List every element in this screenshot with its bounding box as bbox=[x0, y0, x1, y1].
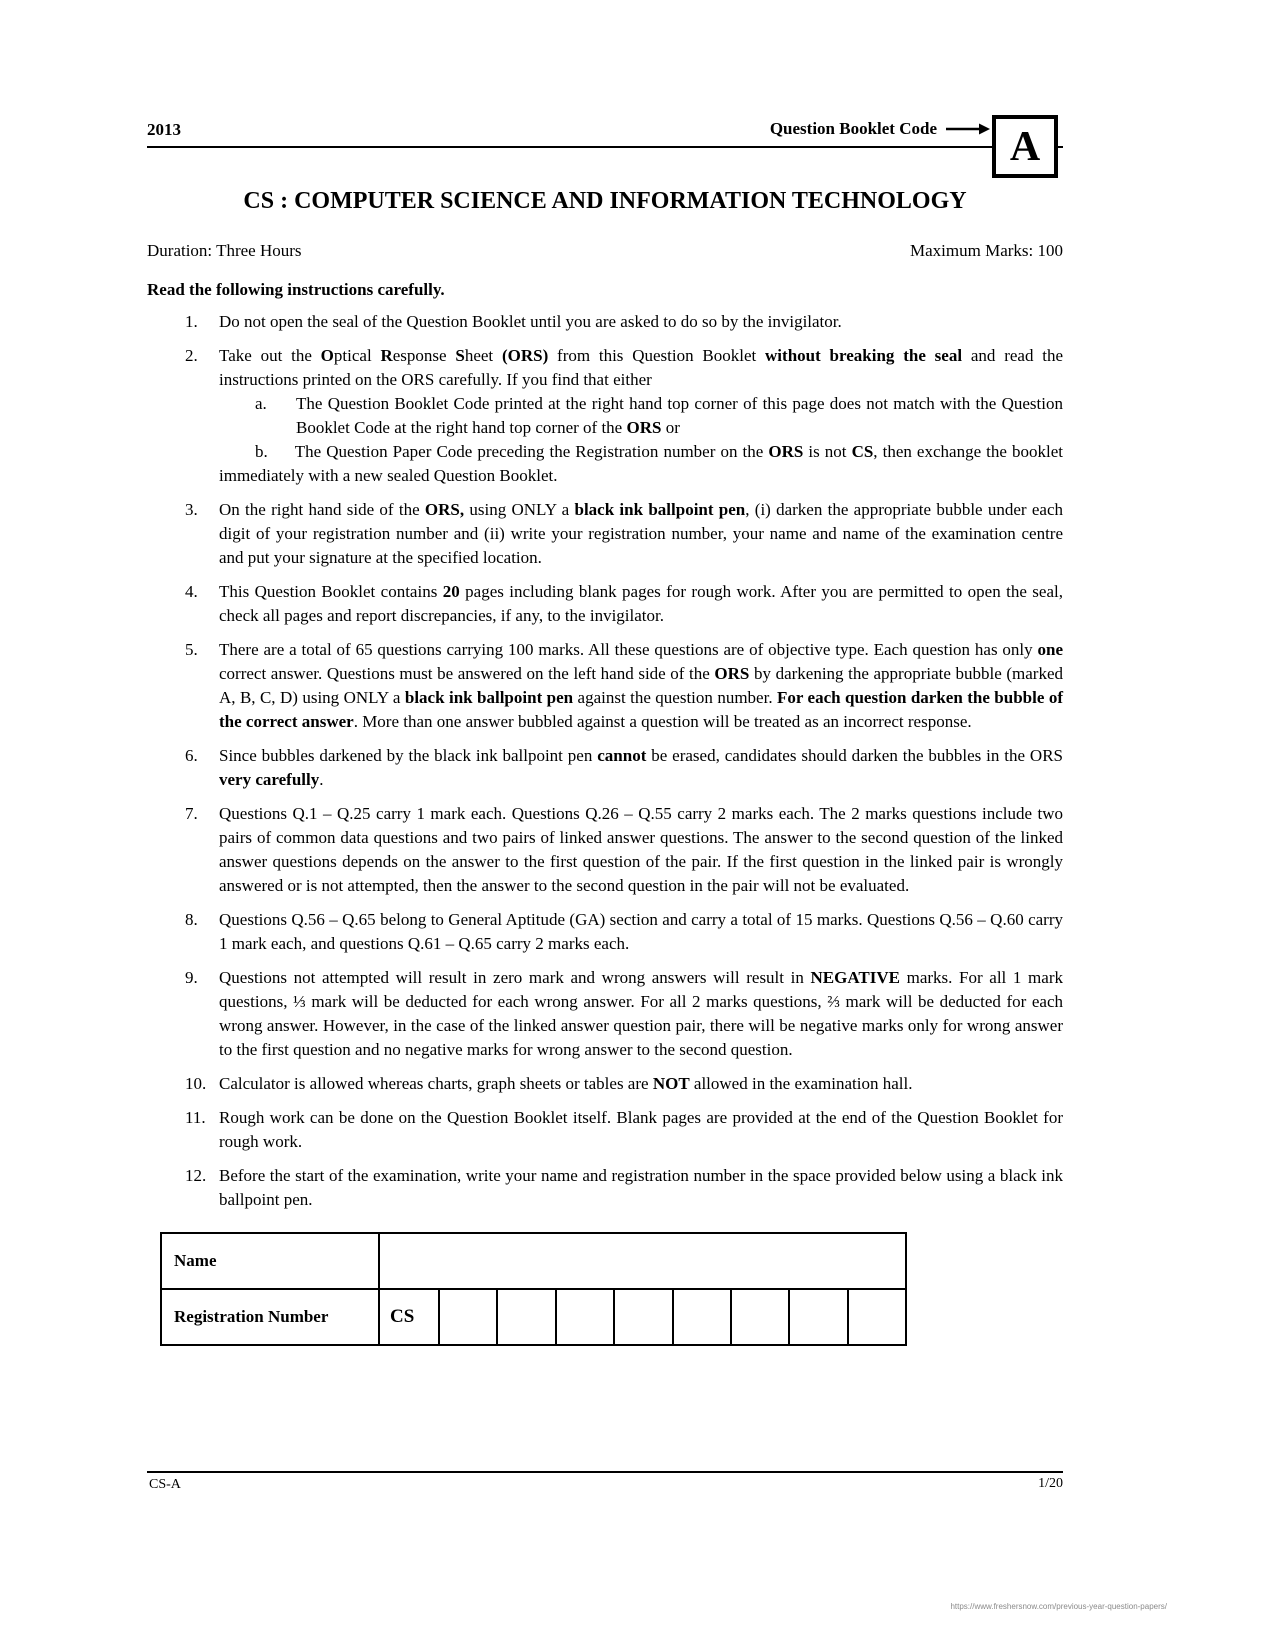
instruction-number: 4. bbox=[185, 582, 198, 601]
instruction-item bbox=[147, 744, 1063, 792]
year-label: 2013 bbox=[147, 120, 181, 139]
instruction-item bbox=[147, 966, 1063, 1062]
instructions-section bbox=[147, 310, 1063, 1346]
instruction-text: Calculator is allowed whereas charts, graph sheets or tables are NOT allowed in the examination hall. bbox=[219, 1074, 913, 1093]
instruction-item bbox=[147, 498, 1063, 570]
registration-digit-cell bbox=[789, 1289, 847, 1345]
instruction-text: On the right hand side of the ORS, using ONLY a black ink ballpoint pen, (i) darken the appropriate bubble under each digit of your registration number and (ii) write your registration number, your name and name of the examination centre and put your signature at the specified location. bbox=[219, 500, 1063, 567]
instruction-number: 12. bbox=[185, 1166, 207, 1185]
instruction-number: 3. bbox=[185, 500, 198, 519]
instruction-number: 6. bbox=[185, 746, 198, 765]
instruction-text: There are a total of 65 questions carrying 100 marks. All these questions are of objective type. Each question has only one correct answer. Questions must be answered on the left hand side of the ORS by darkening the appropriate bubble (marked A, B, C, D) using ONLY a black ink ballpoint pen against the question number. For each question darken the bubble of the correct answer. More than one answer bubbled against a question will be treated as an incorrect response. bbox=[219, 640, 1063, 731]
instruction-item bbox=[147, 908, 1063, 956]
instruction-item bbox=[147, 580, 1063, 628]
table-row-name bbox=[161, 1233, 906, 1289]
instruction-text: Take out the Optical Response Sheet (ORS) from this Question Booklet without breaking the seal and read the instructions printed on the ORS carefully. If you find that either a. The Question Booklet Code printed at the right hand top corner of this page does not match with the Question Booklet Code at the right hand top corner of the ORS or b. The Question Paper Code preceding the Registration number on the ORS is not CS, then exchange the booklet immediately with a new sealed Question Booklet. bbox=[219, 344, 1063, 488]
instruction-number: 9. bbox=[185, 968, 198, 987]
instruction-text: Questions not attempted will result in zero mark and wrong answers will result in NEGATIVE marks. For all 1 mark questions, ⅓ mark will be deducted for each wrong answer. For all 2 marks questions, ⅔ mark will be deducted for each wrong answer. However, in the case of the linked answer question pair, there will be negative marks only for wrong answer to the first question and no negative marks for wrong answer to the second question. bbox=[219, 968, 1063, 1059]
booklet-code-row bbox=[770, 119, 991, 139]
booklet-code-label: Question Booklet Code bbox=[769, 119, 937, 138]
instruction-text: Rough work can be done on the Question Booklet itself. Blank pages are provided at the end of the Question Booklet for rough work. bbox=[219, 1108, 1063, 1151]
instruction-number: 11. bbox=[185, 1108, 206, 1127]
instruction-sub-item: a. The Question Booklet Code printed at the right hand top corner of this page does not match with the Question Booklet Code at the right hand top corner of the ORS or bbox=[255, 394, 1063, 437]
candidate-info-table bbox=[160, 1232, 907, 1346]
registration-digit-cell bbox=[497, 1289, 555, 1345]
instruction-item bbox=[147, 638, 1063, 734]
registration-digit-cell bbox=[731, 1289, 789, 1345]
instruction-item bbox=[147, 1106, 1063, 1154]
name-input-cell bbox=[379, 1233, 906, 1289]
instruction-number: 1. bbox=[185, 312, 198, 331]
registration-label-cell: Registration Number bbox=[161, 1289, 379, 1345]
instructions-heading: Read the following instructions carefully. bbox=[147, 280, 445, 299]
instructions-list bbox=[147, 310, 1063, 1212]
instruction-text: Questions Q.1 – Q.25 carry 1 mark each. Questions Q.26 – Q.55 carry 2 marks each. The 2 marks questions include two pairs of common data questions and two pairs of linked answer questions. The answer to the second question of the linked answer questions depends on the answer to the first question of the pair. If the first question in the linked pair is wrongly answered or is not attempted, then the answer to the second question in the pair will not be evaluated. bbox=[219, 804, 1063, 895]
instruction-sub-item: b. The Question Paper Code preceding the Registration number on the ORS is not CS, then exchange the booklet immediately with a new sealed Question Booklet. bbox=[219, 442, 1063, 485]
arrow-right-icon bbox=[945, 123, 991, 135]
instruction-number: 8. bbox=[185, 910, 198, 929]
instruction-item bbox=[147, 1164, 1063, 1212]
instruction-number: 5. bbox=[185, 640, 198, 659]
footer-page-number: 1/20 bbox=[1038, 1476, 1063, 1491]
watermark-url: https://www.freshersnow.com/previous-year-question-papers/ bbox=[950, 1602, 1167, 1611]
instruction-number: 2. bbox=[185, 346, 198, 365]
page-title: CS : COMPUTER SCIENCE AND INFORMATION TECHNOLOGY bbox=[243, 188, 967, 214]
registration-digit-cell bbox=[614, 1289, 672, 1345]
meta-row bbox=[147, 241, 1063, 261]
table-row-registration bbox=[161, 1289, 906, 1345]
instruction-text: Before the start of the examination, write your name and registration number in the space provided below using a black ink ballpoint pen. bbox=[219, 1166, 1063, 1209]
registration-digit-cell bbox=[556, 1289, 614, 1345]
sub-item-label: a. bbox=[255, 394, 267, 413]
instruction-item bbox=[147, 310, 1063, 334]
registration-digit-cell bbox=[848, 1289, 906, 1345]
duration-label: Duration: Three Hours bbox=[147, 241, 302, 260]
footer-page-code: CS-A bbox=[149, 1477, 181, 1492]
instruction-item bbox=[147, 344, 1063, 488]
instruction-item bbox=[147, 802, 1063, 898]
footer-divider bbox=[147, 1471, 1063, 1473]
instruction-number: 10. bbox=[185, 1074, 207, 1093]
registration-prefix-cell: CS bbox=[379, 1289, 439, 1345]
max-marks-label: Maximum Marks: 100 bbox=[910, 241, 1063, 260]
instruction-text: Since bubbles darkened by the black ink ballpoint pen cannot be erased, candidates should darken the bubbles in the ORS very carefully. bbox=[219, 746, 1063, 789]
booklet-code-box bbox=[992, 115, 1058, 178]
instruction-item bbox=[147, 1072, 1063, 1096]
name-label-cell: Name bbox=[161, 1233, 379, 1289]
instruction-number: 7. bbox=[185, 804, 198, 823]
instruction-text: Do not open the seal of the Question Booklet until you are asked to do so by the invigilator. bbox=[219, 312, 842, 331]
registration-digit-cell bbox=[673, 1289, 731, 1345]
registration-digit-cell bbox=[439, 1289, 497, 1345]
instruction-text: Questions Q.56 – Q.65 belong to General Aptitude (GA) section and carry a total of 15 marks. Questions Q.56 – Q.60 carry 1 mark each, and questions Q.61 – Q.65 carry 2 marks each. bbox=[219, 910, 1063, 953]
booklet-code-value: A bbox=[1009, 123, 1041, 170]
header-divider bbox=[147, 146, 1063, 148]
sub-item-label: b. bbox=[255, 442, 268, 461]
instruction-text: This Question Booklet contains 20 pages including blank pages for rough work. After you are permitted to open the seal, check all pages and report discrepancies, if any, to the invigilator. bbox=[219, 582, 1063, 625]
